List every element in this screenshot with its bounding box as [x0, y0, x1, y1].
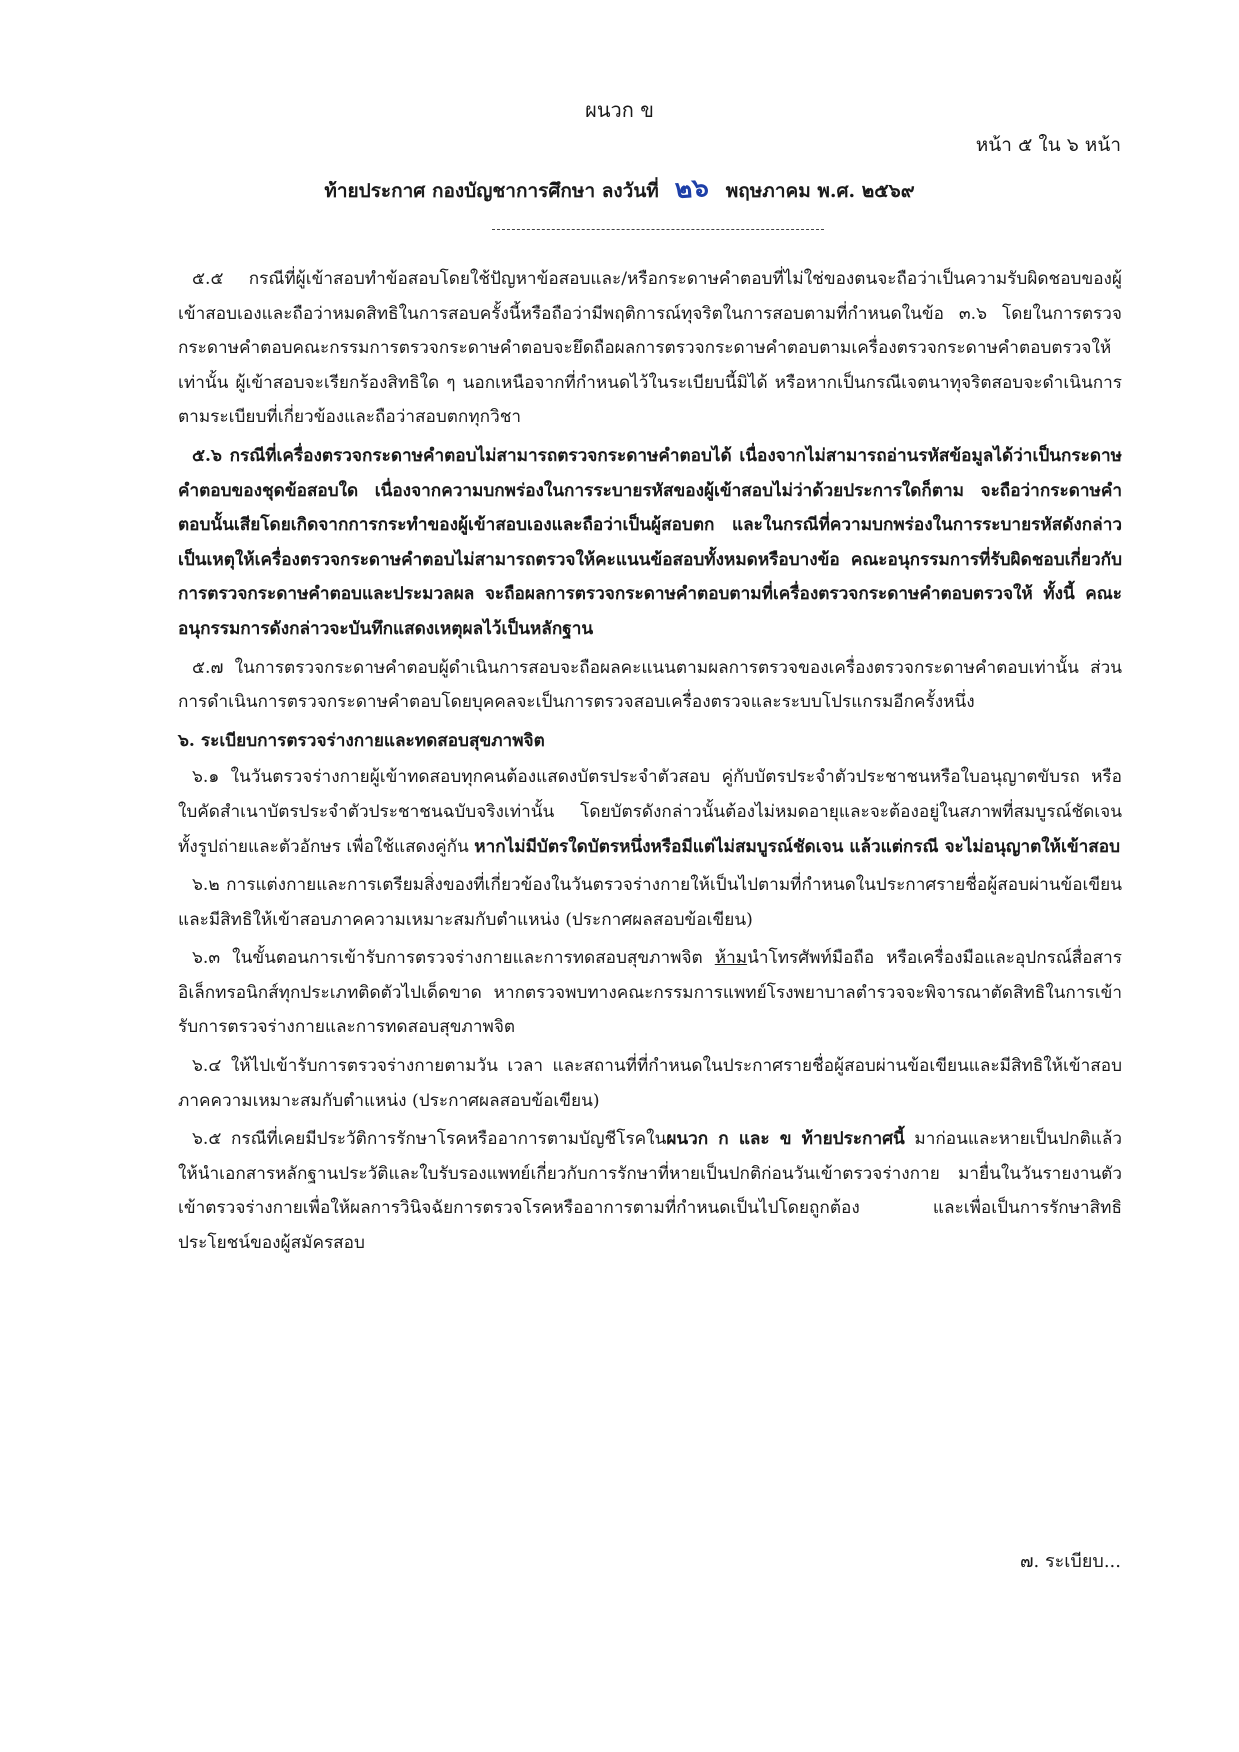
paragraph-6-3	[178, 941, 1122, 1045]
paragraph-6-5-end: มาก่อนและหายเป็นปกติแล้ว ให้นำเอกสารหลักฐานประวัติและใบรับรองแพทย์เกี่ยวกับการรักษาที่หายเป็นปกติก่อนวันเข้าตรวจร่างกาย มายื่นในวันรายงานตัวเข้าตรวจร่างกายเพื่อให้ผลการวินิจฉัยการตรวจโรคหรืออาการตามที่กำหนดเป็นไปโดยถูกต้อง และเพื่อเป็นการรักษาสิทธิประโยชน์ของผู้สมัครสอบ	[178, 1129, 1123, 1254]
section-6-heading: ๖. ระเบียบการตรวจร่างกายและทดสอบสุขภาพจิต	[178, 730, 545, 751]
appendix-title: ผนวก ข	[585, 98, 654, 122]
handwritten-day: ๒๖	[674, 172, 711, 206]
paragraph-5-6: ๕.๖ กรณีที่เครื่องตรวจกระดาษคำตอบไม่สามารถตรวจกระดาษคำตอบได้ เนื่องจากไม่สามารถอ่านรหัสข้อมูลได้ว่าเป็นกระดาษคำตอบของชุดข้อสอบใด เนื่องจากความบกพร่องในการระบายรหัสของผู้เข้าสอบไม่ว่าด้วยประการใดก็ตาม จะถือว่ากระดาษคำตอบนั้นเสียโดยเกิดจากการกระทำของผู้เข้าสอบเองและถือว่าเป็นผู้สอบตก และในกรณีที่ความบกพร่องในการระบายรหัสดังกล่าวเป็นเหตุให้เครื่องตรวจกระดาษคำตอบไม่สามารถตรวจให้คะแนนข้อสอบทั้งหมดหรือบางข้อ คณะอนุกรรมการที่รับผิดชอบเกี่ยวกับการตรวจกระดาษคำตอบและประมวลผล จะถือผลการตรวจกระดาษคำตอบตามที่เครื่องตรวจกระดาษคำตอบตรวจให้ ทั้งนี้ คณะอนุกรรมการดังกล่าวจะบันทึกแสดงเหตุผลไว้เป็นหลักฐาน	[178, 445, 1122, 639]
paragraph-6-5-bold: ผนวก ก และ ข ท้ายประกาศนี้	[666, 1129, 905, 1150]
continuation-marker: ๗. ระเบียบ...	[1019, 1551, 1121, 1572]
paragraph-6-2: ๖.๒ การแต่งกายและการเตรียมสิ่งของที่เกี่ยวข้องในวันตรวจร่างกายให้เป็นไปตามที่กำหนดในประกาศรายชื่อผู้สอบผ่านข้อเขียนและมีสิทธิให้เข้าสอบภาคความเหมาะสมกับตำแหน่ง (ประกาศผลสอบข้อเขียน)	[178, 875, 1122, 930]
paragraph-5-5: ๕.๕ กรณีที่ผู้เข้าสอบทำข้อสอบโดยใช้ปัญหาข้อสอบและ/หรือกระดาษคำตอบที่ไม่ใช่ของตนจะถือว่าเป็นความรับผิดชอบของผู้เข้าสอบเองและถือว่าหมดสิทธิในการสอบครั้งนี้หรือถือว่ามีพฤติการณ์ทุจริตในการสอบตามที่กำหนดในข้อ ๓.๖ โดยในการตรวจกระดาษคำตอบคณะกรรมการตรวจกระดาษคำตอบจะยึดถือผลการตรวจกระดาษคำตอบตามเครื่องตรวจกระดาษคำตอบตรวจให้เท่านั้น ผู้เข้าสอบจะเรียกร้องสิทธิใด ๆ นอกเหนือจากที่กำหนดไว้ในระเบียบนี้มิได้ หรือหากเป็นกรณีเจตนาทุจริตสอบจะดำเนินการตามระเบียบที่เกี่ยวข้องและถือว่าสอบตกทุกวิชา	[178, 269, 1122, 428]
paragraph-5-7: ๕.๗ ในการตรวจกระดาษคำตอบผู้ดำเนินการสอบจะถือผลคะแนนตามผลการตรวจของเครื่องตรวจกระดาษคำตอบเท่านั้น ส่วนการดำเนินการตรวจกระดาษคำตอบโดยบุคคลจะเป็นการตรวจสอบเครื่องตรวจและระบบโปรแกรมอีกครั้งหนึ่ง	[178, 657, 1122, 713]
paragraph-6-1	[178, 760, 1122, 864]
announcement-prefix: ท้ายประกาศ กองบัญชาการศึกษา ลงวันที่	[324, 180, 659, 202]
paragraph-6-1-text: ๖.๑ ในวันตรวจร่างกายผู้เข้าทดสอบทุกคนต้องแสดงบัตรประจำตัวสอบ คู่กับบัตรประจำตัวประชาชนหรือใบอนุญาตขับรถ หรือใบคัดสำเนาบัตรประจำตัวประชาชนฉบับจริงเท่านั้น โดยบัตรดังกล่าวนั้นต้องไม่หมดอายุและจะต้องอยู่ในสภาพที่สมบูรณ์ชัดเจน ทั้งรูปถ่ายและตัวอักษร เพื่อใช้แสดงคู่กัน	[178, 767, 1122, 857]
paragraph-6-3-start: ๖.๓ ในขั้นตอนการเข้ารับการตรวจร่างกายและการทดสอบสุขภาพจิต	[192, 948, 703, 969]
paragraph-6-3-prohibited: ห้าม	[714, 948, 748, 969]
paragraph-6-5	[178, 1122, 1122, 1260]
paragraph-6-1-bold-text: หากไม่มีบัตรใดบัตรหนึ่งหรือมีแต่ไม่สมบูรณ์ชัดเจน แล้วแต่กรณี จะไม่อนุญาตให้เข้าสอบ	[474, 836, 1120, 857]
paragraph-6-5-start: ๖.๕ กรณีที่เคยมีประวัติการรักษาโรคหรืออาการตามบัญชีโรคใน	[192, 1129, 667, 1150]
announcement-date-line	[0, 168, 1239, 209]
paragraph-6-3-end: นำโทรศัพท์มือถือ หรือเครื่องมือและอุปกรณ์สื่อสารอิเล็กทรอนิกส์ทุกประเภทติดตัวไปเด็ดขาด หากตรวจพบทางคณะกรรมการแพทย์โรงพยาบาลตำรวจจะพิจารณาตัดสิทธิในการเข้ารับการตรวจร่างกายและการทดสอบสุขภาพจิต	[178, 948, 1122, 1038]
dashed-divider	[492, 229, 824, 230]
document-body	[178, 262, 1122, 1265]
announcement-suffix: พฤษภาคม พ.ศ. ๒๕๖๙	[725, 180, 915, 202]
page-number: หน้า ๕ ใน ๖ หน้า	[975, 134, 1121, 156]
paragraph-6-4: ๖.๔ ให้ไปเข้ารับการตรวจร่างกายตามวัน เวลา และสถานที่ที่กำหนดในประกาศรายชื่อผู้สอบผ่านข้อเขียนและมีสิทธิให้เข้าสอบภาคความเหมาะสมกับตำแหน่ง (ประกาศผลสอบข้อเขียน)	[178, 1056, 1122, 1111]
